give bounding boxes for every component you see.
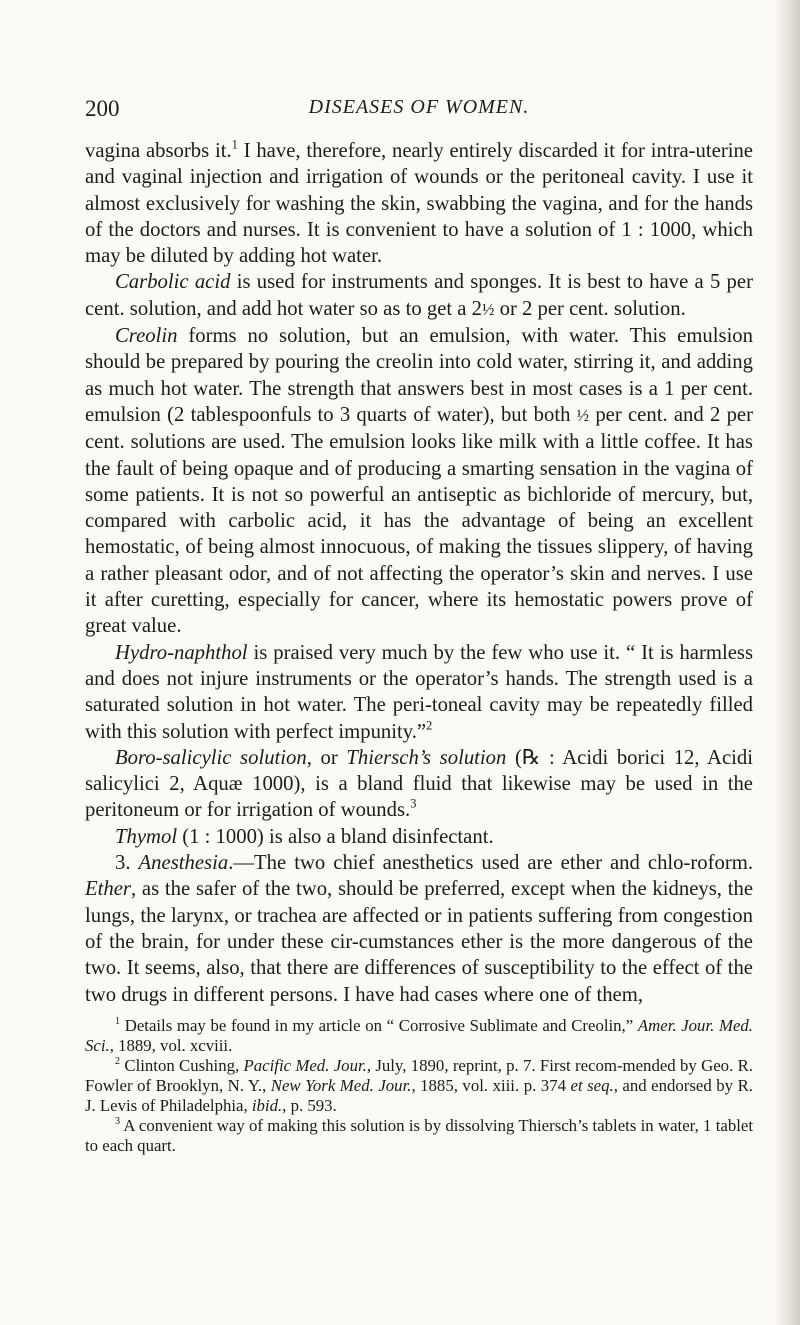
paragraph-anesthesia: 3. Anesthesia.—The two chief anesthetics used are ether and chlo-roform. Ether, as the safer of the two, should be preferred, except when the kidneys, the lungs, the larynx, or trachea are affected or in patients suffering from congestion of the brain, for under these cir-cumstances ether is the more dangerous of the two. It seems, also, that there are differences of susceptibility to the effect of the two drugs in different persons. I have had cases where one of them,: [85, 852, 754, 1006]
term-ether: Ether: [85, 878, 131, 901]
footnote-2: $^2$ Clinton Cushing, Pacific Med. Jour., July, 1890, reprint, p. 7. First recom-mended by Geo. R. Fowler of Brooklyn, N. Y., New York Med. Jour., 1885, vol. xiii. p. 374 et seq., and endorsed by R. J. Levis of Philadelphia, ibid., p. 593.: [85, 1055, 753, 1115]
journal-title: Amer. Jour. Med. Sci.: [85, 1015, 753, 1055]
paragraph-hydro-naphthol: Hydro-naphthol is praised very much by the few who use it. “ It is harmless and does not injure instruments or the operator’s hands. The strength used is a saturated solution in hot water. The peri-toneal cavity may be repeatedly filled with this solution with perfect impunity.”$^2$: [85, 641, 753, 743]
paragraph-creolin: Creolin forms no solution, but an emulsion, with water. This emulsion should be prepared by pouring the creolin into cold water, stirring it, and adding as much hot water. The strength that answers best in most cases is a 1 per cent. emulsion (2 tablespoonfuls to 3 quarts of water), but both ½ per cent. and 2 per cent. solutions are used. The emulsion looks like milk with a little coffee. It has the fault of being opaque and of producing a smarting sensation in the vagina of some patients. It is not so powerful an antiseptic as bichloride of mercury, but, compared with carbolic acid, it has the advantage of being an excellent hemostatic, of being almost innocuous, of making the tissues slippery, of having a rather pleasant odor, and of not affecting the operator’s skin and nerves. I use it after curetting, especially for cancer, where its hemostatic powers prove of great value.: [85, 325, 754, 638]
running-head: DISEASES OF WOMEN.: [308, 96, 530, 118]
page-header: [85, 96, 753, 126]
footnote-ref-1: 1: [231, 137, 238, 152]
paragraph-1: vagina absorbs it.$^1$ I have, therefore, nearly entirely discarded it for intra-uterine and vaginal injection and irrigation of wounds or the peritoneal cavity. I use it almost exclusively for washing the skin, swabbing the vagina, and for the hands of the doctors and nurses. It is convenient to have a solution of 1 : 1000, which may be diluted by adding hot water.: [85, 137, 753, 268]
term-boro-salicylic: Boro-salicylic solution: [115, 746, 307, 769]
term-creolin: Creolin: [115, 325, 178, 348]
footnote-1: $^1$ Details may be found in my article on “ Corrosive Sublimate and Creolin,” Amer. Jour. Med. Sci., 1889, vol. xcviii.: [85, 1015, 753, 1055]
term-carbolic-acid: Carbolic acid: [115, 271, 231, 294]
paragraph-carbolic-acid: Carbolic acid is used for instruments and sponges. It is best to have a 5 per cent. solution, and add hot water so as to get a 2½ or 2 per cent. solution.: [85, 271, 753, 320]
body-text: [85, 138, 753, 1008]
paragraph-thymol: Thymol (1 : 1000) is also a bland disinfectant.: [115, 825, 494, 848]
fraction: ½: [482, 299, 495, 319]
book-page: [85, 96, 753, 1156]
term-hydro-naphthol: Hydro-naphthol: [115, 641, 248, 664]
paragraph-boro-salicylic: Boro-salicylic solution, or Thiersch’s solution (℞ : Acidi borici 12, Acidi salicylici 2, Aquæ 1000), is a bland fluid that likewise may be used in the peritoneum or for irrigation of wounds.$^3$: [85, 746, 753, 822]
term-thymol: Thymol: [115, 825, 178, 848]
page-number: 200: [85, 96, 120, 121]
fraction: ½: [576, 405, 590, 425]
page-edge-shadow: [774, 0, 800, 1325]
heading-anesthesia: Anesthesia: [138, 852, 229, 875]
footnotes: [85, 1016, 753, 1156]
footnote-3: $^3$ A convenient way of making this solution is by dissolving Thiersch’s tablets in water, 1 tablet to each quart.: [85, 1115, 753, 1155]
journal-title: Pacific Med. Jour.: [243, 1055, 367, 1075]
journal-title: New York Med. Jour.: [270, 1075, 412, 1095]
footnote-ref-2: 2: [426, 717, 433, 732]
footnote-ref-3: 3: [410, 796, 417, 811]
term-thiersch-solution: Thiersch’s solution: [346, 746, 507, 769]
